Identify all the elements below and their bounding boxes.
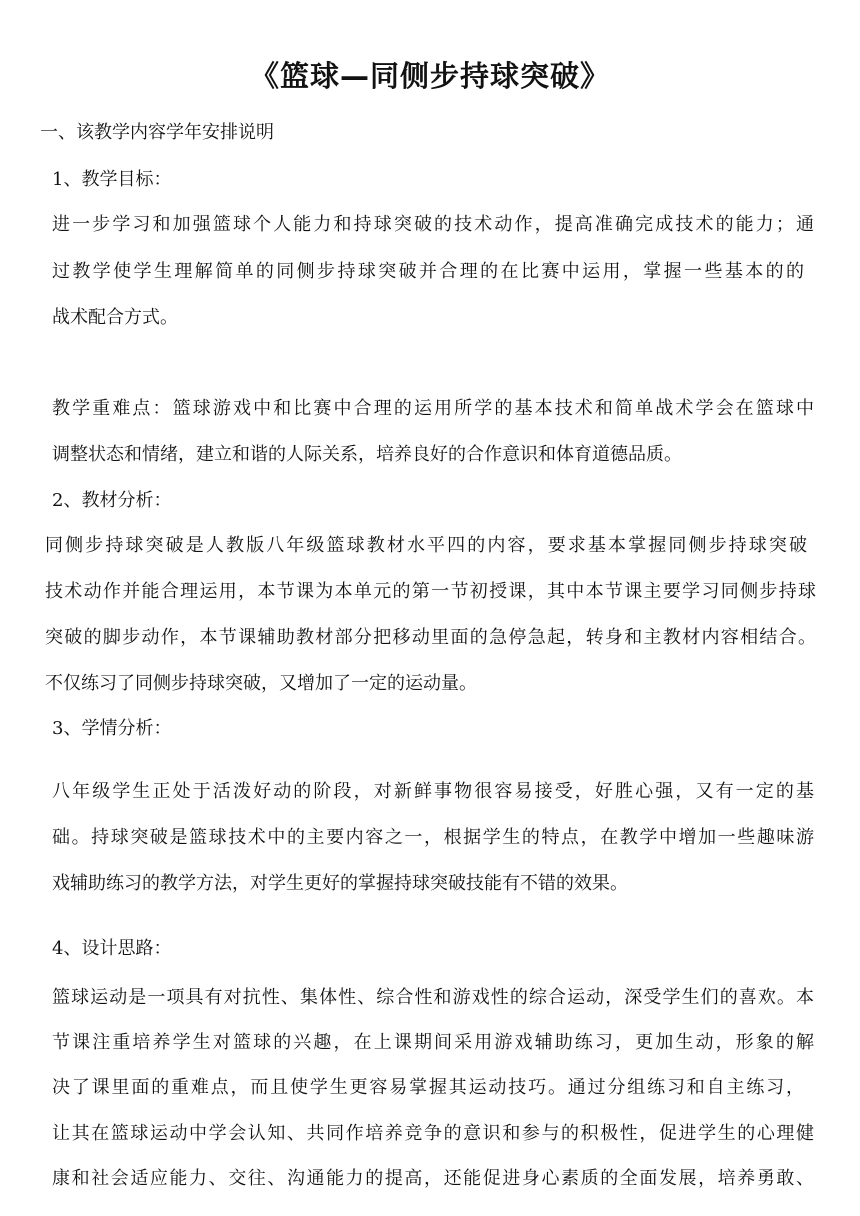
heading-2: 2、教材分析：: [52, 490, 172, 511]
para-students-line-3: 戏辅助练习的教学方法，对学生更好的掌握持球突破技能有不错的效果。: [52, 873, 628, 894]
para-design-line-1: 篮球运动是一项具有对抗性、集体性、综合性和游戏性的综合运动，深受学生们的喜欢。本: [52, 987, 814, 1008]
para-material-line-3: 突破的脚步动作，本节课辅助教材部分把移动里面的急停急起，转身和主教材内容相结合。: [45, 627, 816, 648]
para-students-line-1: 八年级学生正处于活泼好动的阶段，对新鲜事物很容易接受，好胜心强，又有一定的基: [52, 781, 814, 802]
para-key-points-line-2: 调整状态和情绪，建立和谐的人际关系，培养良好的合作意识和体育道德品质。: [52, 444, 682, 465]
para-students-line-2: 础。持球突破是篮球技术中的主要内容之一，根据学生的特点，在教学中增加一些趣味游: [52, 827, 814, 848]
para-objectives-line-2: 过教学使学生理解简单的同侧步持球突破并合理的在比赛中运用，掌握一些基本的的: [52, 261, 804, 282]
heading-4: 4、设计思路：: [52, 938, 172, 959]
para-material-line-4: 不仅练习了同侧步持球突破，又增加了一定的运动量。: [45, 673, 477, 694]
section-heading: 一、该教学内容学年安排说明: [40, 122, 274, 143]
para-design-line-5: 康和社会适应能力、交往、沟通能力的提高，还能促进身心素质的全面发展，培养勇敢、: [52, 1168, 814, 1189]
para-material-line-2: 技术动作并能合理运用，本节课为本单元的第一节初授课，其中本节课主要学习同侧步持球: [45, 581, 816, 602]
para-design-line-4: 让其在篮球运动中学会认知、共同作培养竞争的意识和参与的积极性，促进学生的心理健: [52, 1123, 814, 1144]
para-key-points-line-1: 教学重难点：篮球游戏中和比赛中合理的运用所学的基本技术和简单战术学会在篮球中: [52, 398, 814, 419]
document-title: 《篮球—同侧步持球突破》: [249, 59, 610, 93]
para-objectives-line-3: 战术配合方式。: [52, 307, 178, 328]
heading-1: 1、教学目标：: [52, 169, 172, 190]
para-objectives-line-1: 进一步学习和加强篮球个人能力和持球突破的技术动作，提高准确完成技术的能力；通: [52, 214, 814, 235]
para-material-line-1: 同侧步持球突破是人教版八年级篮球教材水平四的内容，要求基本掌握同侧步持球突破: [45, 535, 807, 556]
para-design-line-2: 节课注重培养学生对篮球的兴趣，在上课期间采用游戏辅助练习，更加生动，形象的解: [52, 1032, 814, 1053]
heading-3: 3、学情分析：: [52, 718, 172, 739]
para-design-line-3: 决了课里面的重难点，而且使学生更容易掌握其运动技巧。通过分组练习和自主练习，: [52, 1077, 804, 1098]
